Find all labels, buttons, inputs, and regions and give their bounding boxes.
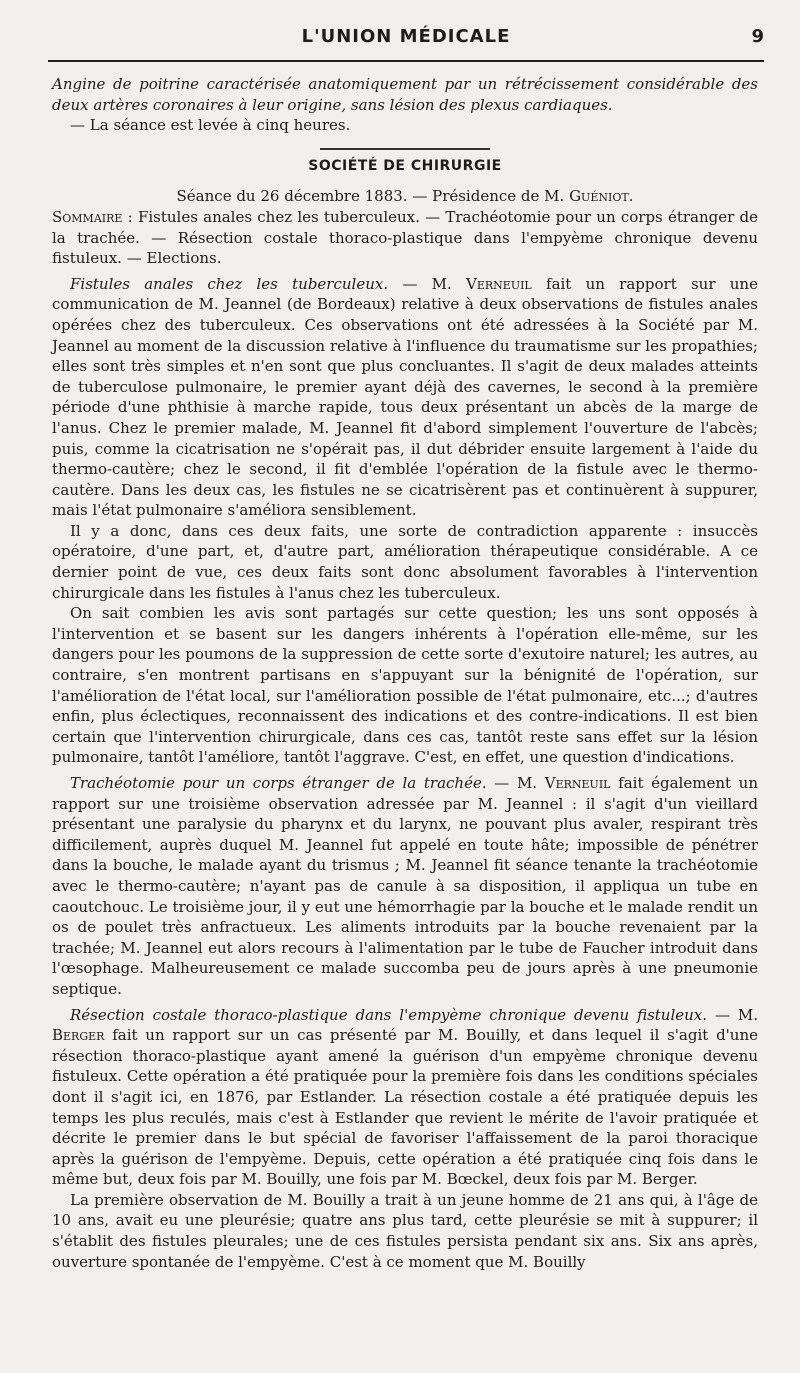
topic-tracheotomie: Trachéotomie pour un corps étranger de la trachée.	[70, 774, 487, 792]
sommaire	[52, 207, 758, 269]
sommaire-text: Fistules anales chez les tuberculeux. — Trachéotomie pour un corps étranger de la trachée. — Résection costale thoraco-plastique dans l'empyème chronique devenu fistuleux. — Elections.	[52, 207, 758, 268]
article-body	[52, 74, 758, 1272]
session-suffix: .	[628, 187, 634, 206]
header-rule	[48, 60, 764, 62]
speaker-prefix: — M.	[714, 1005, 758, 1024]
topic-resection: Résection costale thoraco-plastique dans l'empyème chronique devenu fistuleux.	[70, 1005, 708, 1024]
speaker-verneuil: Verneuil	[544, 774, 611, 792]
running-title: L'UNION MÉDICALE	[301, 26, 511, 47]
paragraph-avis: On sait combien les avis sont partagés sur cette question; les uns sont opposés à l'intervention et se basent sur les dangers inhérents à l'opération elle-même, sur les dangers pour les poumons de la suppression de cette sorte d'exutoire naturel; les autres, au contraire, s'en montrent partisans en s'appuyant sur la bénignité de l'opération, sur l'amélioration de l'état local, sur l'amélioration possible de l'état pulmonaire, etc...; d'autres enfin, plus éclectiques, reconnaissent des indications et des contre-indications. Il est bien certain que l'intervention chirurgicale, dans ces cas, tantôt reste sans effet sur la lésion pulmonaire, tantôt l'améliore, tantôt l'aggrave. C'est, en effet, une question d'indications.	[52, 604, 758, 767]
page-number: 9	[751, 26, 764, 47]
paragraph-tracheotomie	[52, 773, 758, 1000]
section-title: SOCIÉTÉ DE CHIRURGIE	[308, 157, 502, 174]
session-prefix: Séance du 26 décembre 1883. — Présidence de M.	[176, 187, 565, 206]
topic-fistules: Fistules anales chez les tuberculeux.	[70, 274, 389, 293]
paragraph-text: fait un rapport sur une communication de M. Jeannel (de Bordeaux) relative à deux observations de fistules anales opérées chez des tuberculeux. Ces observations ont été adressées à la Société par M. Jeannel au moment de la discussion relative à l'influence du traumatisme sur les propathies; elles sont très simples et n'en sont que plus concluantes. Il s'agit de deux malades atteints de tuberculose pulmonaire, le premier ayant déjà des cavernes, le second à la première période d'une phthisie à marche rapide, tous deux présentant un abcès de la marge de l'anus. Chez le premier malade, M. Jeannel fit d'abord simplement l'ouverture de l'abcès; puis, comme la cicatrisation ne s'opérait pas, il dut débrider ensuite largement à l'aide du thermo-cautère; chez le second, il fit d'emblée l'opération de la fistule avec le thermo-cautère. Dans les deux cas, les fistules ne se cicatrisèrent pas et continuèrent à suppurer, mais l'état pulmonaire s'améliora sensiblement.	[52, 274, 758, 520]
session-line	[52, 186, 758, 207]
president-name: Guéniot	[569, 187, 629, 206]
session-closing: — La séance est levée à cinq heures.	[70, 116, 351, 135]
sommaire-label: Sommaire :	[52, 207, 133, 226]
speaker-prefix: — M.	[402, 274, 452, 293]
section-divider	[320, 148, 490, 150]
paragraph-text: fait un rapport sur un cas présenté par M. Bouilly, et dans lequel il s'agit d'une résection thoraco-plastique ayant amené la guérison d'un empyème chronique devenu fistuleux. Cette opération a été pratiquée pour la première fois dans les conditions spéciales dont il s'agit ici, en 1876, par Estlander. La résection costale a été pratiquée depuis les temps les plus reculés, mais c'est à Estlander que revient le mérite de l'avoir pratiquée et décrite le premier dans le but spécial de favoriser l'affaissement de la paroi thoracique après la guérison de l'empyème. Depuis, cette opération a été pratiquée cinq fois dans le même but, deux fois par M. Bouilly, une fois par M. Bœckel, deux fois par M. Berger.	[52, 1026, 758, 1189]
paragraph-fistules	[52, 274, 758, 521]
paragraph-resection	[52, 1005, 758, 1190]
speaker-berger: Berger	[52, 1026, 105, 1045]
page-header	[48, 26, 764, 56]
intro-italic-paragraph: Angine de poitrine caractérisée anatomiquement par un rétrécissement considérable des deux artères coronaires à leur origine, sans lésion des plexus cardiaques.	[52, 75, 758, 114]
speaker-verneuil: Verneuil	[466, 274, 532, 293]
paragraph-contradiction: Il y a donc, dans ces deux faits, une sorte de contradiction apparente : insuccès opératoire, d'une part, et, d'autre part, amélioration thérapeutique considérable. A ce dernier point de vue, ces deux faits sont donc absolument favorables à l'intervention chirurgicale dans les fistules à l'anus chez les tuberculeux.	[52, 521, 758, 602]
paragraph-text: fait également un rapport sur une troisième observation adressée par M. Jeannel : il s'agit d'un vieillard présentant une paralysie du pharynx et du larynx, ne pouvant plus avaler, respirant très difficilement, auprès duquel M. Jeannel fut appelé en toute hâte; impossible de pénétrer dans la bouche, le malade ayant du trismus ; M. Jeannel fit séance tenante la trachéotomie avec le thermo-cautère; n'ayant pas de canule à sa disposition, il appliqua un tube en caoutchouc. Le troisième jour, il y eut une hémorrhagie par la bouche et le malade rendit un os de poulet très anfractueux. Les aliments introduits par la bouche revenaient par la trachée; M. Jeannel eut alors recours à l'alimentation par le tube de Faucher introduit dans l'œsophage. Malheureusement ce malade succomba peu de jours après à une pneumonie septique.	[52, 774, 758, 998]
speaker-prefix: — M.	[494, 774, 538, 792]
paragraph-bouilly: La première observation de M. Bouilly a trait à un jeune homme de 21 ans qui, à l'âge de 10 ans, avait eu une pleurésie; quatre ans plus tard, cette pleurésie se mit à suppurer; il s'établit des fistules pleurales; une de ces fistules persista pendant six ans. Six ans après, ouverture spontanée de l'empyème. C'est à ce moment que M. Bouilly	[52, 1190, 758, 1271]
